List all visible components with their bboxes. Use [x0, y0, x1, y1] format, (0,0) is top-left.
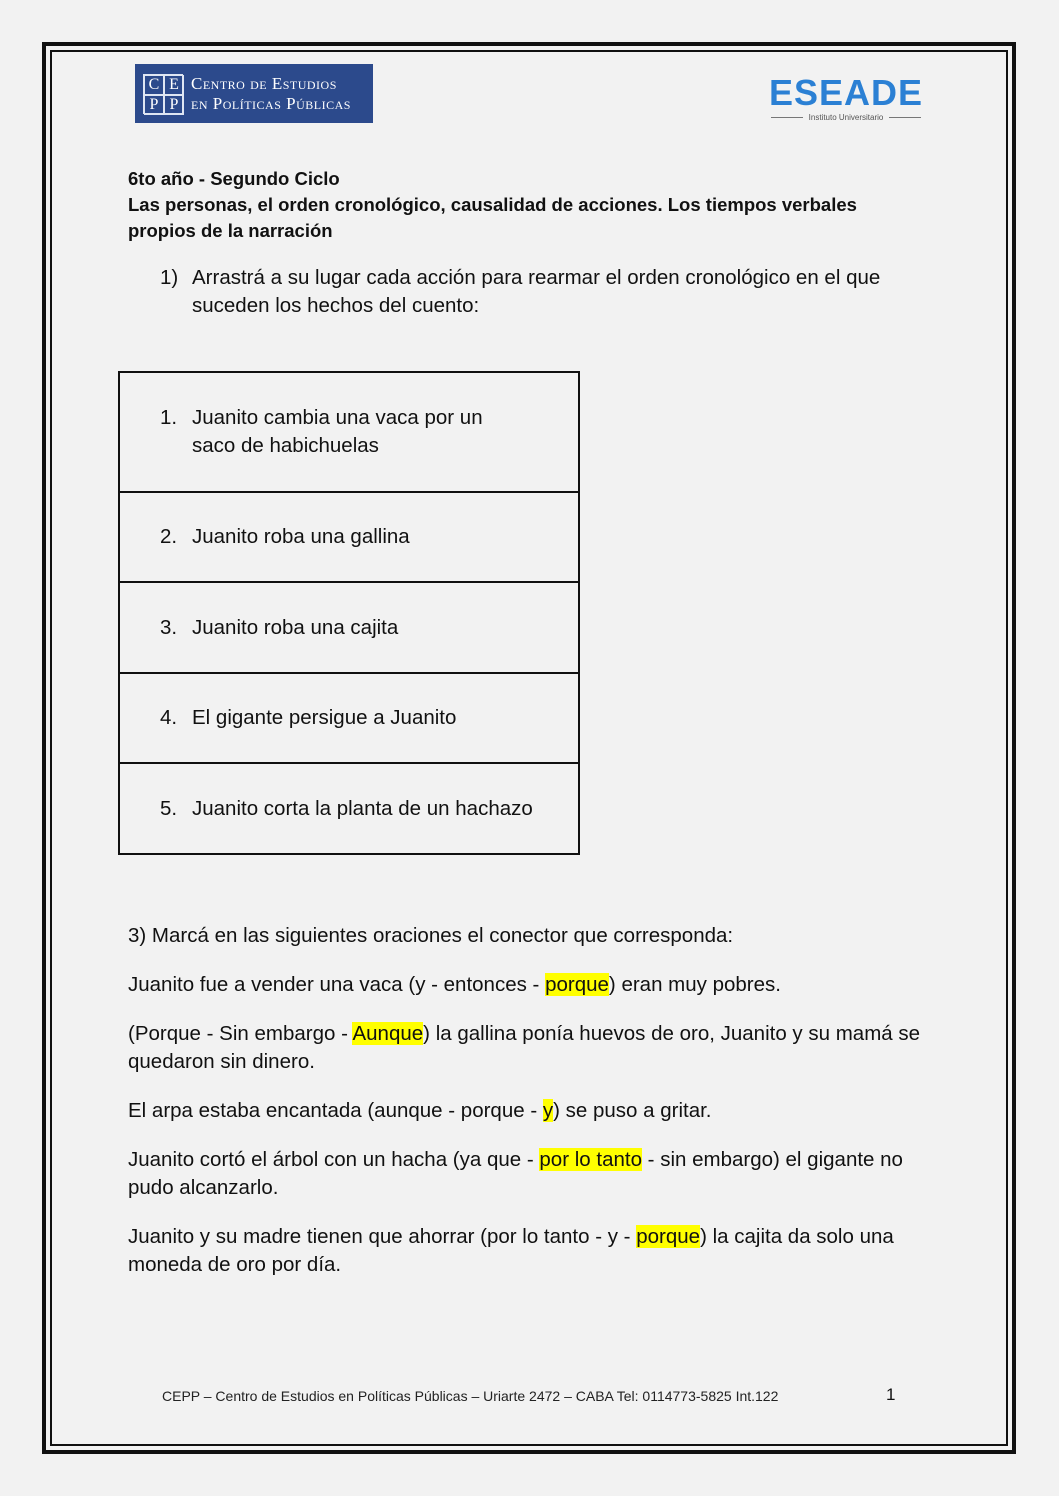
table-row — [119, 492, 579, 582]
question-3 — [128, 922, 928, 1300]
connector-sentence — [128, 1020, 928, 1076]
topic-line-2: propios de la narración — [128, 220, 333, 241]
cepp-letter: E — [164, 75, 184, 95]
question-1 — [160, 264, 920, 320]
action-text: Juanito roba una gallina — [192, 525, 410, 548]
question-1-number: 1) — [160, 266, 179, 289]
action-number: 2. — [160, 525, 178, 548]
action-cell[interactable] — [119, 372, 579, 492]
cepp-letter: C — [144, 75, 164, 95]
selected-connector[interactable]: y — [542, 1099, 554, 1122]
selected-connector[interactable]: porque — [545, 973, 609, 996]
sentence-text-before: El arpa estaba encantada (aunque - porque - — [128, 1099, 543, 1122]
action-text: Juanito roba una cajita — [192, 615, 399, 639]
page-number: 1 — [886, 1385, 896, 1404]
eseade-logo-subtitle-row — [766, 113, 926, 122]
question-3-title: 3) Marcá en las siguientes oraciones el conector que corresponda: — [128, 924, 734, 947]
selected-connector[interactable]: Aunque — [352, 1022, 424, 1045]
footer-text: CEPP – Centro de Estudios en Políticas Públicas – Uriarte 2472 – CABA Tel: 0114773-5825 Int.122 — [162, 1388, 779, 1404]
connector-sentence — [128, 1146, 928, 1202]
action-cell[interactable] — [119, 763, 579, 854]
table-row — [119, 763, 579, 854]
action-text: Juanito cambia una vaca por un saco de habichuelas — [192, 406, 483, 457]
cepp-logo — [135, 64, 373, 123]
table-row — [119, 673, 579, 763]
cepp-letter: P — [164, 95, 184, 115]
divider — [771, 117, 803, 118]
table-row — [119, 372, 579, 492]
sentence-text-after: ) la cajita da solo una moneda de oro por día. — [128, 1225, 894, 1276]
action-number: 3. — [160, 615, 178, 639]
connector-sentence — [128, 971, 928, 999]
sentence-text-before: (Porque - Sin embargo - — [128, 1022, 353, 1045]
cepp-logo-line1: Centro de Estudios — [191, 73, 337, 93]
action-cell[interactable] — [119, 582, 579, 673]
sentence-text-after: ) se puso a gritar. — [553, 1099, 712, 1122]
actions-table — [118, 371, 580, 855]
action-number: 5. — [160, 796, 178, 820]
action-cell[interactable] — [119, 673, 579, 763]
cepp-letter: P — [144, 95, 164, 115]
sentence-text-before: Juanito cortó el árbol con un hacha (ya que - — [128, 1148, 540, 1171]
cepp-monogram — [143, 74, 183, 114]
connector-sentence — [128, 1097, 928, 1125]
table-row — [119, 582, 579, 673]
sentence-text-before: Juanito fue a vender una vaca (y - entonces - — [128, 973, 546, 996]
cepp-logo-line2: en Políticas Públicas — [191, 93, 351, 113]
grade-line: 6to año - Segundo Ciclo — [128, 168, 340, 189]
eseade-logo-name: ESEADE — [768, 72, 924, 113]
selected-connector[interactable]: porque — [636, 1225, 701, 1248]
sentence-text-after: ) la gallina ponía huevos de oro, Juanito y su mamá se quedaron sin dinero. — [128, 1022, 921, 1073]
topic-line-1: Las personas, el orden cronológico, causalidad de acciones. Los tiempos verbales — [128, 194, 857, 215]
action-number: 1. — [160, 406, 178, 429]
sentence-text-before: Juanito y su madre tienen que ahorrar (por lo tanto - y - — [128, 1225, 637, 1248]
action-text: El gigante persigue a Juanito — [192, 706, 457, 729]
connector-sentence — [128, 1223, 928, 1279]
selected-connector[interactable]: por lo tanto — [539, 1148, 642, 1171]
eseade-logo — [766, 74, 926, 124]
action-text: Juanito corta la planta de un hachazo — [192, 796, 533, 820]
eseade-logo-subtitle: Instituto Universitario — [808, 113, 884, 122]
sentence-text-after: - sin embargo) el gigante no pudo alcanzarlo. — [128, 1148, 903, 1199]
divider — [889, 117, 921, 118]
action-number: 4. — [160, 706, 178, 729]
cepp-logo-text — [191, 74, 351, 114]
question-1-text: Arrastrá a su lugar cada acción para rearmar el orden cronológico en el que suceden los hechos del cuento: — [192, 266, 881, 317]
sentence-text-after: ) eran muy pobres. — [608, 973, 781, 996]
action-cell[interactable] — [119, 492, 579, 582]
document-header — [128, 166, 928, 244]
